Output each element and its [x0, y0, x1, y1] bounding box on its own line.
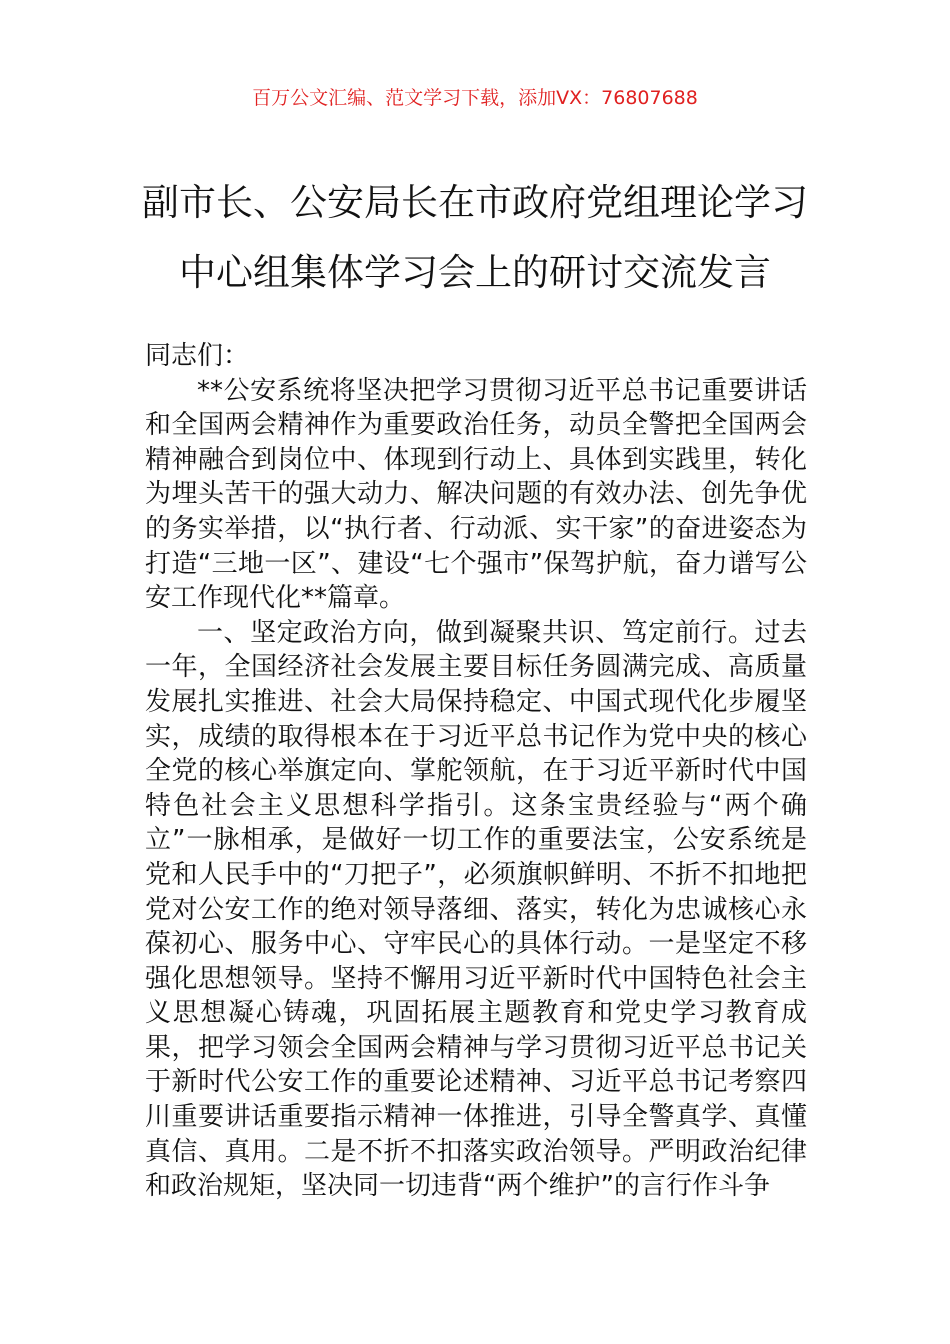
- document-title: [0, 168, 950, 308]
- salutation: 同志们：: [145, 341, 250, 371]
- paragraph-intro: **公安系统将坚决把学习贯彻习近平总书记重要讲话和全国两会精神作为重要政治任务，动员全警把全国两会精神融合到岗位中、体现到行动上、具体到实践里，转化为埋头苦干的强大动力、解决问题的有效办法、创先争优的务实举措，以“执行者、行动派、实干家”的奋进姿态为打造“三地一区”、建设“七个强市”保驾护航，奋力谱写公安工作现代化**篇章。: [145, 375, 807, 614]
- promo-banner: 百万公文汇编、范文学习下载，添加VX：76807688: [252, 87, 698, 109]
- paragraph-section-one: 一、坚定政治方向，做到凝聚共识、笃定前行。过去一年，全国经济社会发展主要目标任务圆满完成、高质量发展扎实推进、社会大局保持稳定、中国式现代化步履坚实，成绩的取得根本在于习近平总书记作为党中央的核心全党的核心举旗定向、掌舵领航，在于习近平新时代中国特色社会主义思想科学指引。这条宝贵经验与“两个确立”一脉相承，是做好一切工作的重要法宝，公安系统是党和人民手中的“刀把子”，必须旗帜鲜明、不折不扣地把党对公安工作的绝对领导落细、落实，转化为忠诚核心永葆初心、服务中心、守牢民心的具体行动。一是坚定不移强化思想领导。坚持不懈用习近平新时代中国特色社会主义思想凝心铸魂，巩固拓展主题教育和党史学习教育成果，把学习领会全国两会精神与学习贯彻习近平总书记关于新时代公安工作的重要论述精神、习近平总书记考察四川重要讲话重要指示精神一体推进，引导全警真学、真懂真信、真用。二是不折不扣落实政治领导。严明政治纪律和政治规矩，坚决同一切违背“两个维护”的言行作斗争: [145, 617, 807, 1202]
- title-line-1: 副市长、公安局长在市政府党组理论学习: [142, 181, 808, 224]
- document-body: [145, 339, 807, 1204]
- title-line-2: 中心组集体学习会上的研讨交流发言: [179, 251, 771, 294]
